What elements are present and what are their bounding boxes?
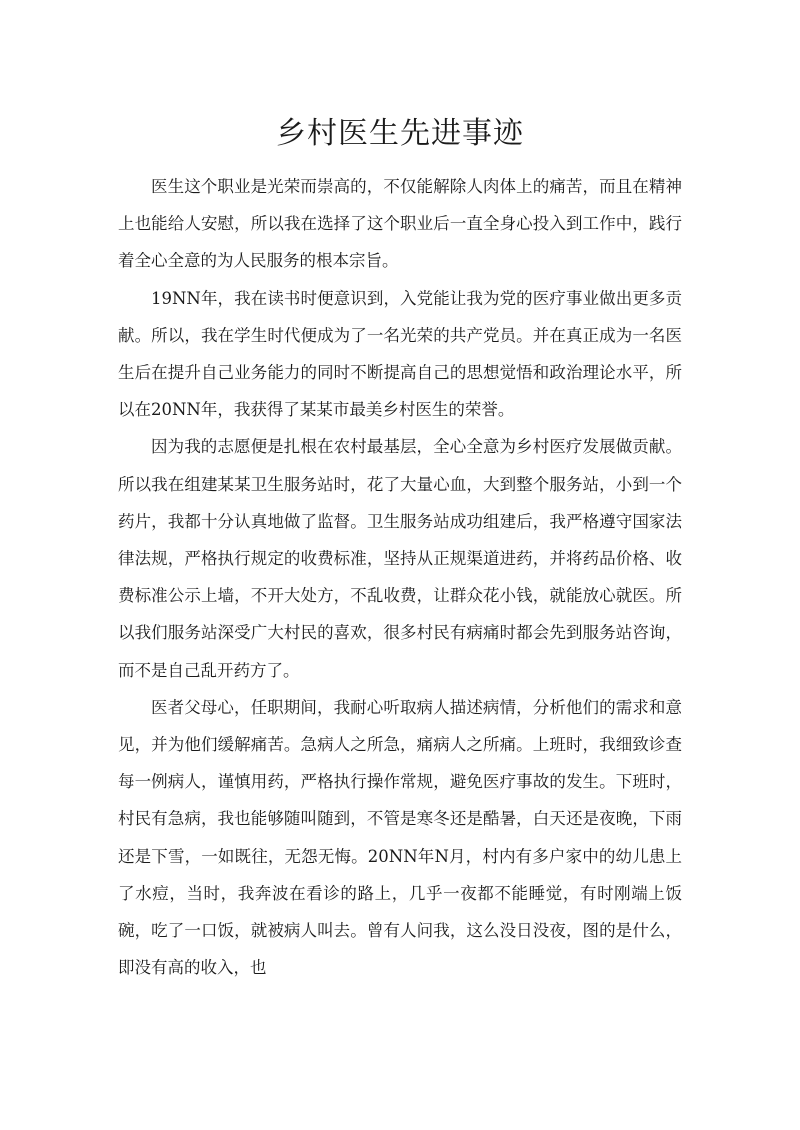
document-body: [118, 168, 682, 986]
paragraph: 医生这个职业是光荣而崇高的，不仅能解除人肉体上的痛苦，而且在精神上也能给人安慰，所以我在选择了这个职业后一直全身心投入到工作中，践行着全心全意的为人民服务的根本宗旨。: [118, 177, 682, 271]
paragraph: 19NN年，我在读书时便意识到，入党能让我为党的医疗事业做出更多贡献。所以，我在学生时代便成为了一名光荣的共产党员。并在真正成为一名医生后在提升自己业务能力的同时不断提高自己的思想觉悟和政治理论水平，所以在20NN年，我获得了某某市最美乡村医生的荣誉。: [118, 288, 682, 420]
document-title: 乡村医生先进事迹: [276, 116, 524, 151]
paragraph: 医者父母心，任职期间，我耐心听取病人描述病情，分析他们的需求和意见，并为他们缓解痛苦。急病人之所急，痛病人之所痛。上班时，我细致诊查每一例病人，谨慎用药，严格执行操作常规，避免医疗事故的发生。下班时，村民有急病，我也能够随叫随到，不管是寒冬还是酷暑，白天还是夜晚，下雨还是下雪，一如既往，无怨无悔。20NN年N月，村内有多户家中的幼儿患上了水痘，当时，我奔波在看诊的路上，几乎一夜都不能睡觉，有时刚端上饭碗，吃了一口饭，就被病人叫去。曾有人问我，这么没日没夜，图的是什么，即没有高的收入，也: [118, 697, 682, 978]
paragraph: 因为我的志愿便是扎根在农村最基层，全心全意为乡村医疗发展做贡献。所以我在组建某某卫生服务站时，花了大量心血，大到整个服务站，小到一个药片，我都十分认真地做了监督。卫生服务站成功组建后，我严格遵守国家法律法规，严格执行规定的收费标准，坚持从正规渠道进药，并将药品价格、收费标准公示上墙，不开大处方，不乱收费，让群众花小钱，就能放心就医。所以我们服务站深受广大村民的喜欢，很多村民有病痛时都会先到服务站咨询，而不是自己乱开药方了。: [118, 437, 682, 680]
